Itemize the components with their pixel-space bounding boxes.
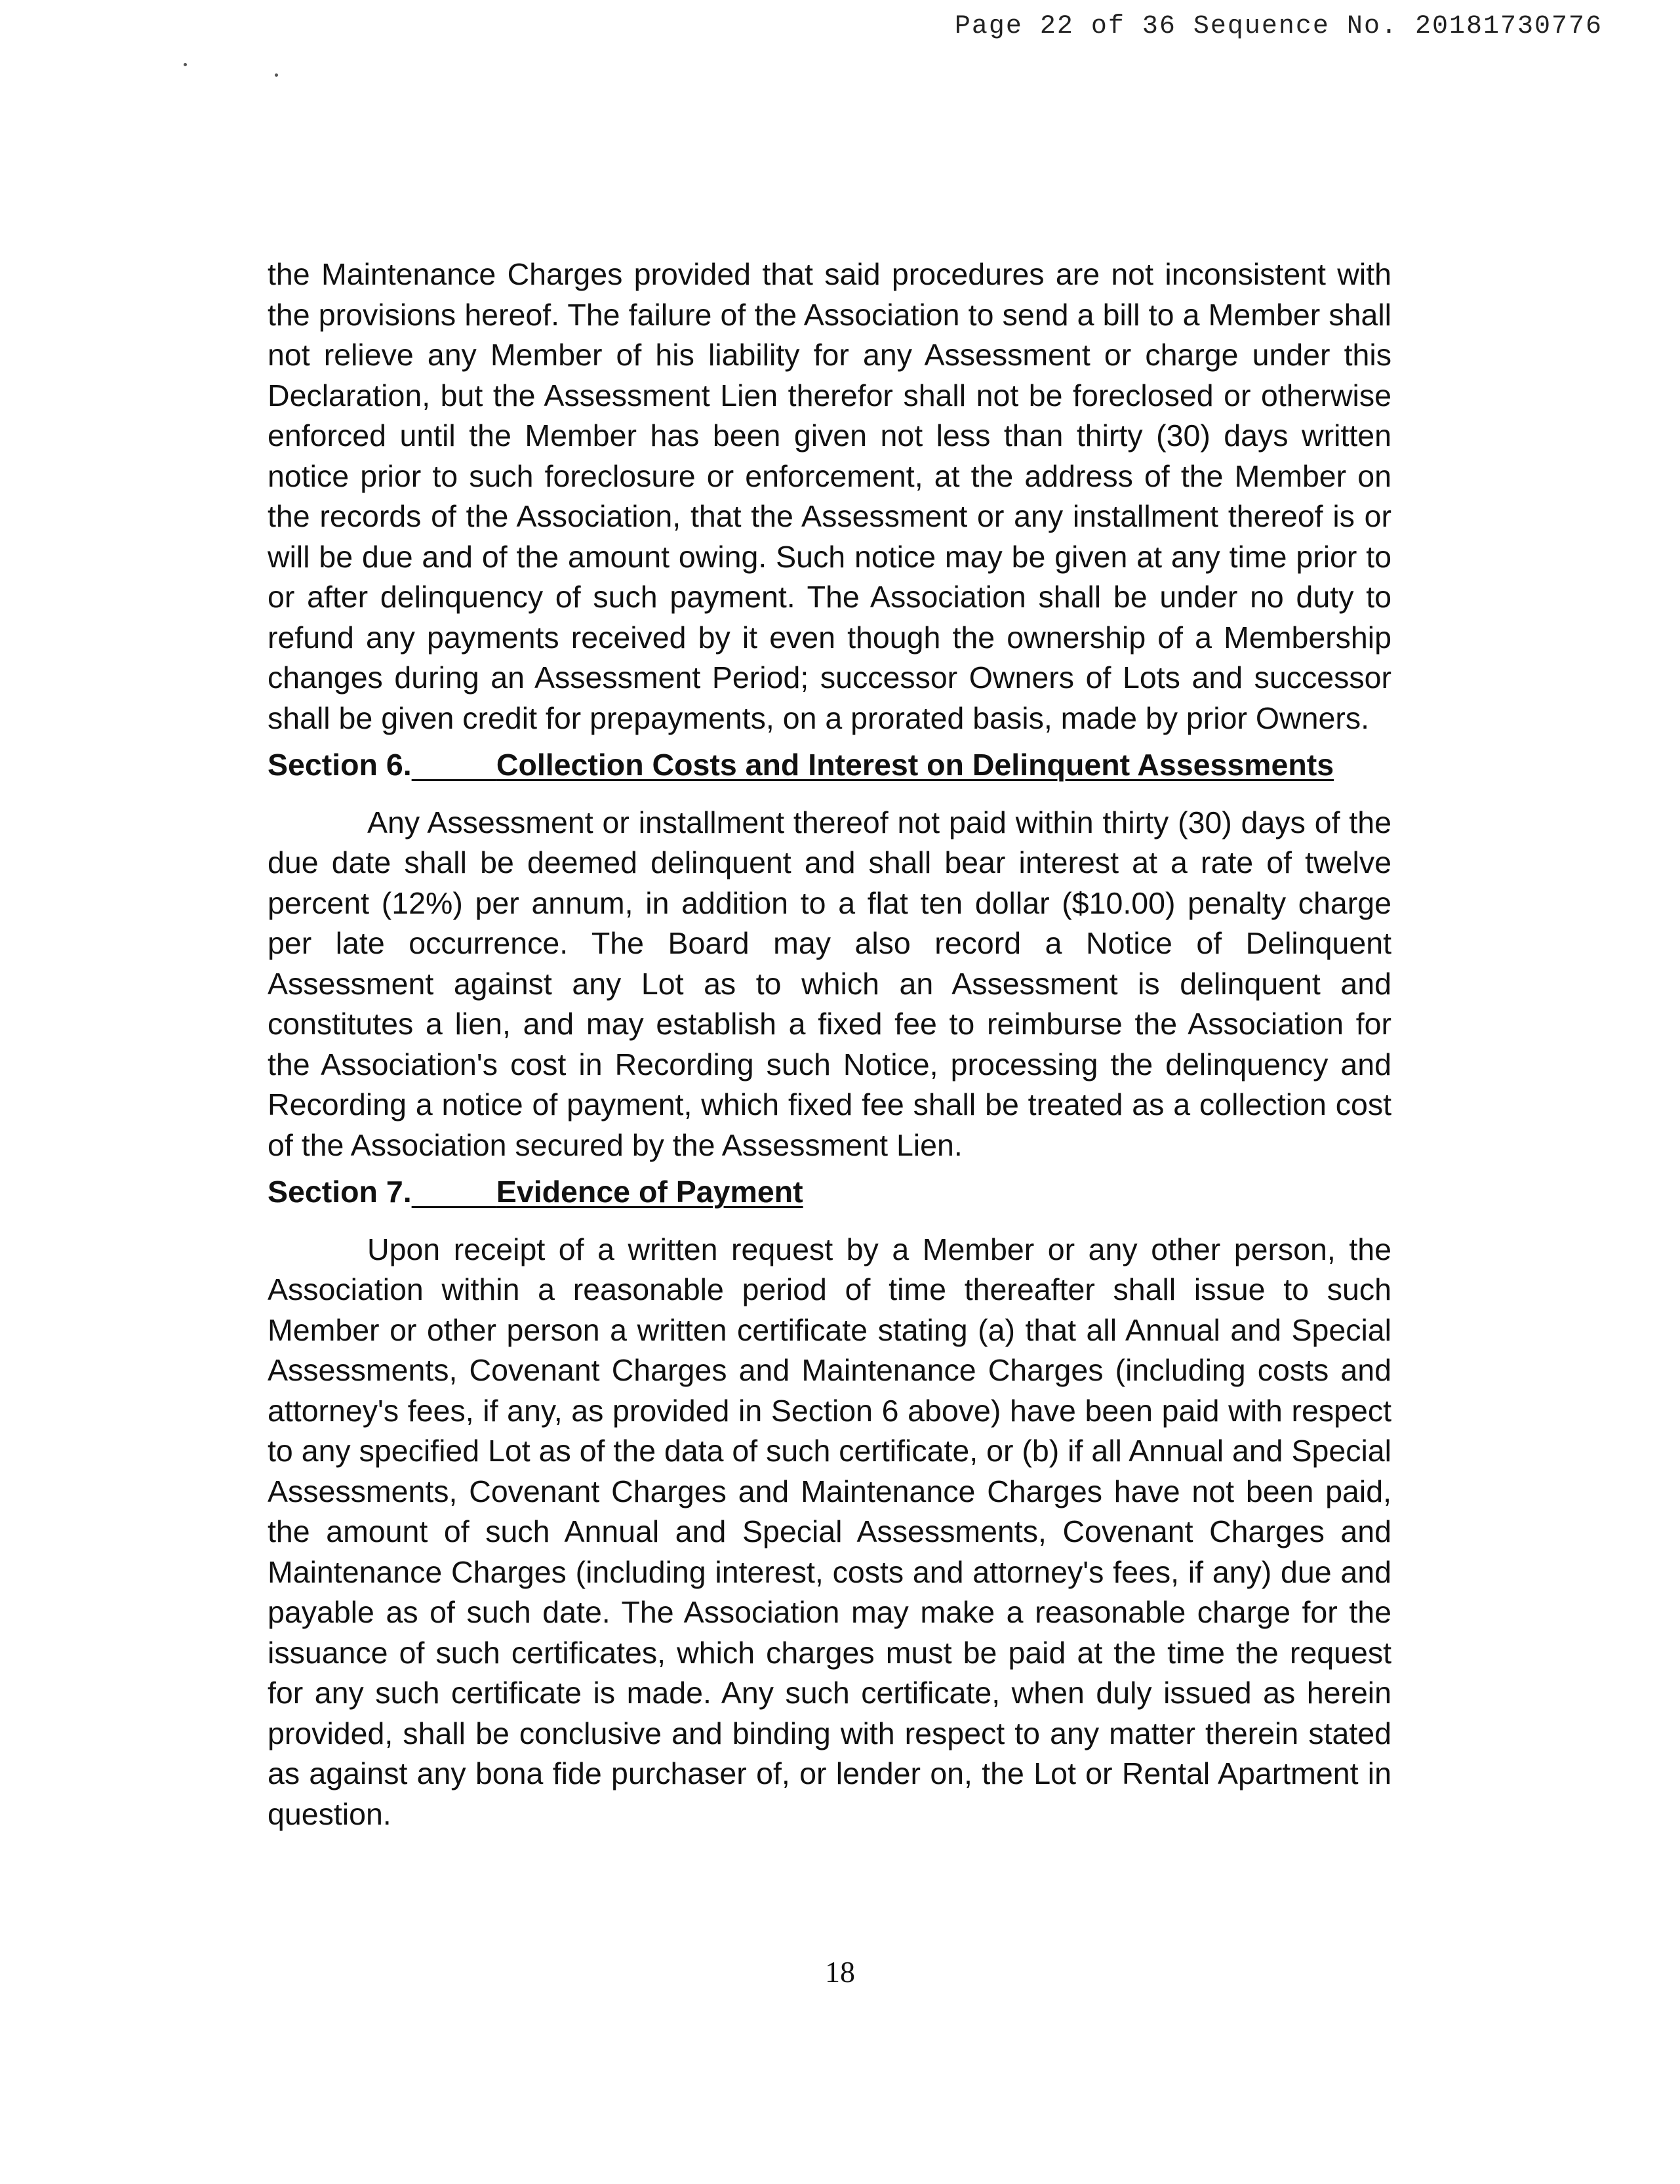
section-6-number: Section 6.	[268, 748, 412, 782]
document-body	[268, 254, 1391, 1834]
section-7-number: Section 7.	[268, 1175, 412, 1209]
section-6-heading	[268, 745, 1391, 786]
footer-page-number: 18	[825, 1955, 855, 1989]
scan-speck	[275, 73, 278, 77]
section-6-title: Collection Costs and Interest on Delinquent Assessments	[496, 748, 1334, 782]
page-sequence-header: Page 22 of 36 Sequence No. 20181730776	[954, 12, 1603, 41]
section-7-title: Evidence of Payment	[496, 1175, 803, 1209]
scan-speck	[184, 63, 187, 66]
continuation-paragraph: the Maintenance Charges provided that said procedures are not inconsistent with the provisions hereof. The failure of the Association to send a bill to a Member shall not relieve any Member of his liability for any Assessment or charge under this Declaration, but the Assessment Lien therefor shall not be foreclosed or otherwise enforced until the Member has been given not less than thirty (30) days written notice prior to such foreclosure or enforcement, at the address of the Member on the records of the Association, that the Assessment or any installment thereof is or will be due and of the amount owing. Such notice may be given at any time prior to or after delinquency of such payment. The Association shall be under no duty to refund any payments received by it even though the ownership of a Membership changes during an Assessment Period; successor Owners of Lots and successor shall be given credit for prepayments, on a prorated basis, made by prior Owners.	[268, 257, 1391, 735]
section-7-heading	[268, 1172, 1391, 1213]
section-7-paragraph: Upon receipt of a written request by a Member or any other person, the Association within a reasonable period of time thereafter shall issue to such Member or other person a written certificate stating (a) that all Annual and Special Assessments, Covenant Charges and Maintenance Charges (including costs and attorney's fees, if any, as provided in Section 6 above) have been paid with respect to any specified Lot as of the data of such certificate, or (b) if all Annual and Special Assessments, Covenant Charges and Maintenance Charges have not been paid, the amount of such Annual and Special Assessments, Covenant Charges and Maintenance Charges (including interest, costs and attorney's fees, if any) due and payable as of such date. The Association may make a reasonable charge for the issuance of such certificates, which charges must be paid at the time the request for any such certificate is made. Any such certificate, when duly issued as herein provided, shall be conclusive and binding with respect to any matter therein stated as against any bona fide purchaser of, or lender on, the Lot or Rental Apartment in question.	[268, 1232, 1391, 1831]
section-6-paragraph: Any Assessment or installment thereof not paid within thirty (30) days of the due date shall be deemed delinquent and shall bear interest at a rate of twelve percent (12%) per annum, in addition to a flat ten dollar ($10.00) penalty charge per late occurrence. The Board may also record a Notice of Delinquent Assessment against any Lot as to which an Assessment is delinquent and constitutes a lien, and may establish a fixed fee to reimburse the Association for the Association's cost in Recording such Notice, processing the delinquency and Recording a notice of payment, which fixed fee shall be treated as a collection cost of the Association secured by the Assessment Lien.	[268, 805, 1391, 1162]
